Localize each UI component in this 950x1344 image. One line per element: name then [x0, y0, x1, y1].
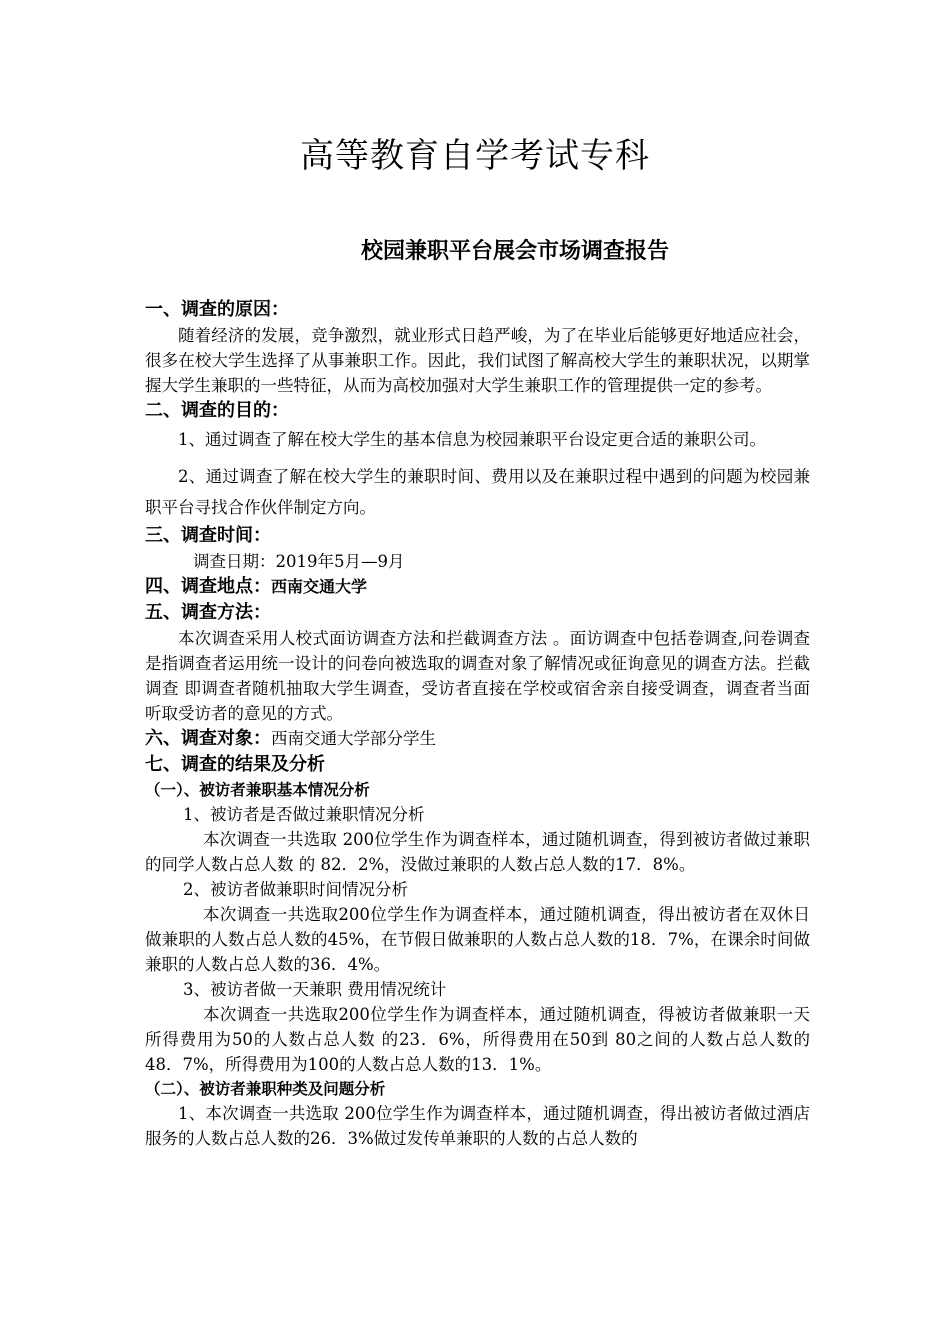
section-heading-subjects	[145, 726, 810, 752]
item-title-1: 1、被访者是否做过兼职情况分析	[183, 805, 425, 824]
subsection-heading-basic: （一）、被访者兼职基本情况分析	[145, 781, 370, 799]
section-text-method: 本次调查采用人校式面访调查方法和拦截调查方法 。面访调查中包括卷调查,问卷调查是指调查者运用统一设计的问卷向被选取的调查对象了解情况或征询意见的调查方法。拦截调查 即调查者随机抽取大学生调查，受访者直接在学校或宿舍亲自接受调查，调查者当面听取受访者的意见的方式。	[145, 629, 810, 723]
item-text-2: 本次调查一共选取200位学生作为调查样本，通过随机调查，得出被访者在双休日做兼职的人数占总人数的45%，在节假日做兼职的人数占总人数的18．7%，在课余时间做兼职的人数占总人数的36．4%。	[145, 905, 810, 974]
item-title-3: 3、被访者做一天兼职 费用情况统计	[183, 980, 447, 999]
purpose-item-2: 2、通过调查了解在校大学生的兼职时间、费用以及在兼职过程中遇到的问题为校园兼职平台寻找合作伙伴制定方向。	[145, 467, 810, 517]
item-text-1: 本次调查一共选取 200位学生作为调查样本，通过随机调查，得到被访者做过兼职的同学人数占总人数 的 82．2%，没做过兼职的人数占总人数的17．8%。	[145, 830, 810, 874]
section-heading-location	[145, 574, 810, 600]
section-text-reason: 随着经济的发展，竞争激烈，就业形式日趋严峻，为了在毕业后能够更好地适应社会，很多在校大学生选择了从事兼职工作。因此，我们试图了解高校大学生的兼职状况，以期掌握大学生兼职的一些特征，从而为高校加强对大学生兼职工作的管理提供一定的参考。	[145, 326, 810, 395]
item-title-2: 2、被访者做兼职时间情况分析	[183, 880, 408, 899]
purpose-item-1: 1、通过调查了解在校大学生的基本信息为校园兼职平台设定更合适的兼职公司。	[178, 430, 766, 449]
subjects-value: 西南交通大学部分学生	[271, 729, 436, 748]
subjects-label: 六、调查对象：	[145, 728, 271, 749]
survey-date: 调查日期：2019年5月—9月	[193, 552, 405, 571]
location-label: 四、调查地点：	[145, 576, 271, 597]
section-heading-purpose: 二、调查的目的：	[145, 400, 289, 421]
types-item-text-1: 1、本次调查一共选取 200位学生作为调查样本，通过随机调查，得出被访者做过酒店服务的人数占总人数的26．3%做过发传单兼职的人数的占总人数的	[145, 1104, 810, 1148]
report-body	[145, 297, 810, 1151]
item-text-3: 本次调查一共选取200位学生作为调查样本，通过随机调查，得被访者做兼职一天所得费用为50的人数占总人数 的23．6%，所得费用在50到 80之间的人数占总人数的48．7%，所得费用为100的人数占总人数的13．1%。	[145, 1005, 810, 1074]
section-heading-method: 五、调查方法：	[145, 602, 271, 623]
subsection-heading-types: （二）、被访者兼职种类及问题分析	[145, 1080, 386, 1098]
section-heading-time: 三、调查时间：	[145, 525, 271, 546]
section-heading-results: 七、调查的结果及分析	[145, 754, 325, 775]
location-value: 西南交通大学	[271, 577, 368, 596]
document-title: 高等教育自学考试专科	[300, 136, 650, 176]
section-heading-reason: 一、调查的原因：	[145, 299, 289, 320]
report-title: 校园兼职平台展会市场调查报告	[360, 239, 669, 264]
